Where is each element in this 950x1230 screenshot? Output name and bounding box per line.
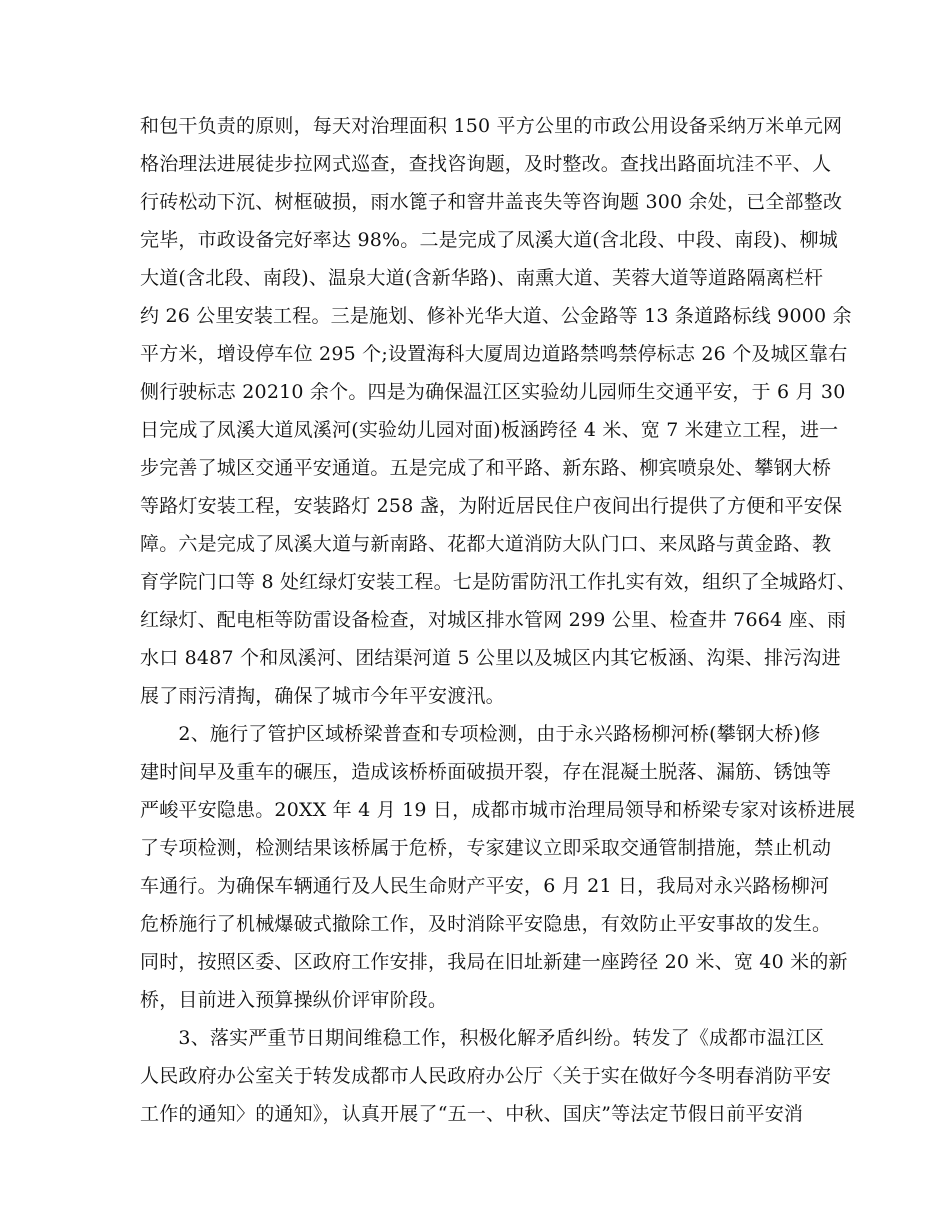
text-line: 日完成了凤溪大道凤溪河(实验幼儿园对面)板涵跨径 4 米、宽 7 米建立工程，进一 [140,419,839,441]
text-line: 工作的通知〉的通知》，认真开展了“五一、中秋、国庆”等法定节假日前平安消 [140,1103,804,1125]
text-line: 红绿灯、配电柜等防雷设备检查，对城区排水管网 299 公里、检查井 7664 座、雨 [140,609,847,631]
text-line: 约 26 公里安装工程。三是施划、修补光华大道、公金路等 13 条道路标线 9000 余 [140,305,852,327]
text-line: 完毕，市政设备完好率达 98%。二是完成了凤溪大道(含北段、中段、南段)、柳城 [140,229,838,251]
text-line: 建时间早及重车的碾压，造成该桥桥面破损开裂，存在混凝土脱落、漏筋、锈蚀等 [140,761,832,783]
text-line: 障。六是完成了凤溪大道与新南路、花都大道消防大队门口、来凤路与黄金路、教 [140,533,832,555]
text-line: 危桥施行了机械爆破式撤除工作，及时消除平安隐患，有效防止平安事故的发生。 [140,913,832,935]
text-line: 格治理法进展徒步拉网式巡查，查找咨询题，及时整改。查找出路面坑洼不平、人 [140,153,832,175]
text-line: 同时，按照区委、区政府工作安排，我局在旧址新建一座跨径 20 米、宽 40 米的新 [140,951,848,973]
text-line: 等路灯安装工程，安装路灯 258 盏，为附近居民住户夜间出行提供了方便和平安保 [140,495,843,517]
text-line: 桥，目前进入预算操纵价评审阶段。 [140,989,448,1011]
text-line: 平方米，增设停车位 295 个;设置海科大厦周边道路禁鸣禁停标志 26 个及城区靠右 [140,343,848,365]
text-line: 了专项检测，检测结果该桥属于危桥，专家建议立即采取交通管制措施，禁止机动 [140,837,832,859]
text-line: 3、落实严重节日期间维稳工作，积极化解矛盾纠纷。转发了《成都市温江区 [140,1027,825,1049]
text-line: 2、施行了管护区域桥梁普查和专项检测，由于永兴路杨柳河桥(攀钢大桥)修 [140,723,821,745]
text-line: 步完善了城区交通平安通道。五是完成了和平路、新东路、柳宾喷泉处、攀钢大桥 [140,457,832,479]
text-line: 和包干负责的原则，每天对治理面积 150 平方公里的市政公用设备采纳万米单元网 [140,115,843,137]
text-line: 水口 8487 个和凤溪河、团结渠河道 5 公里以及城区内其它板涵、沟渠、排污沟进 [140,647,841,669]
text-line: 展了雨污清掏，确保了城市今年平安渡汛。 [140,685,505,707]
text-line: 人民政府办公室关于转发成都市人民政府办公厅〈关于实在做好今冬明春消防平安 [140,1065,832,1087]
text-line: 大道(含北段、南段)、温泉大道(含新华路)、南熏大道、芙蓉大道等道路隔离栏杆 [140,267,824,289]
text-line: 行砖松动下沉、树框破损，雨水篦子和窨井盖丧失等咨询题 300 余处，已全部整改 [140,191,843,213]
text-line: 车通行。为确保车辆通行及人民生命财产平安，6 月 21 日，我局对永兴路杨柳河 [140,875,830,897]
text-line: 育学院门口等 8 处红绿灯安装工程。七是防雷防汛工作扎实有效，组织了全城路灯、 [140,571,856,593]
text-line: 严峻平安隐患。20XX 年 4 月 19 日，成都市城市治理局领导和桥梁专家对该桥进展 [140,799,856,821]
text-line: 侧行驶标志 20210 余个。四是为确保温江区实验幼儿园师生交通平安，于 6 月 30 [140,381,846,403]
